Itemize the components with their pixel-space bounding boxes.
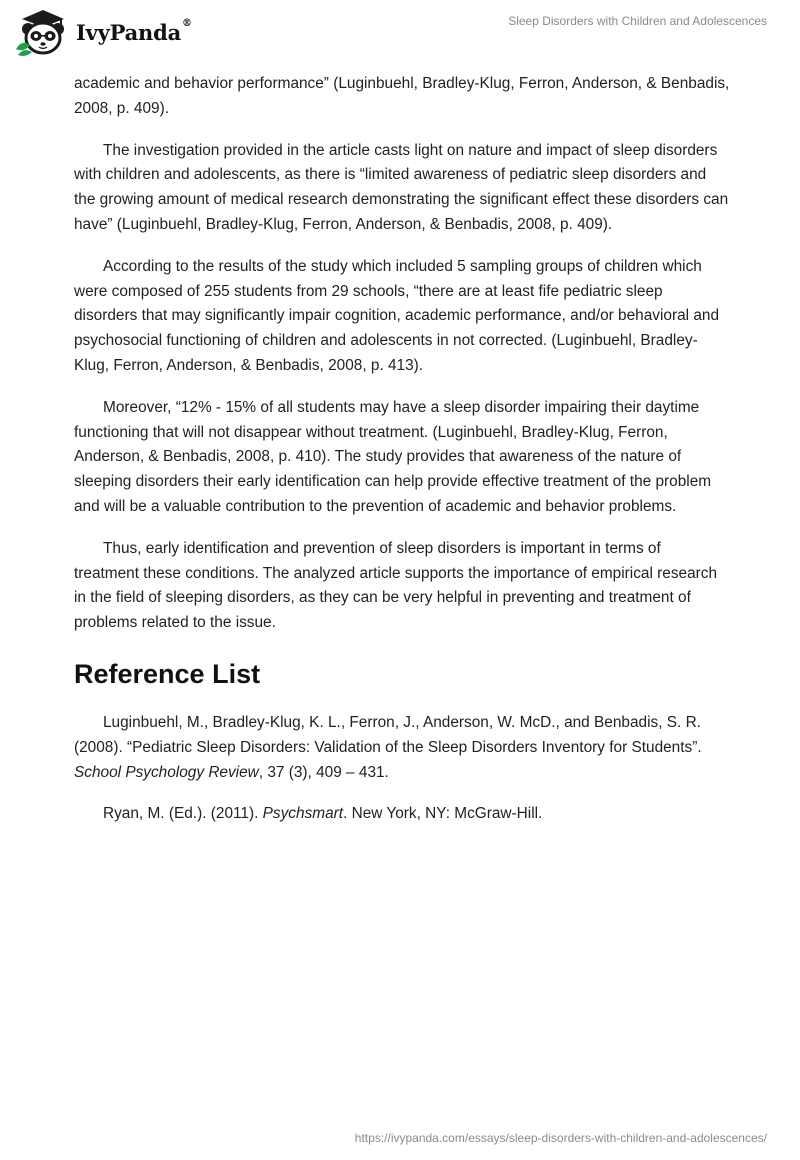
reference-list-heading: Reference List xyxy=(74,658,261,689)
reference-item: Luginbuehl, M., Bradley-Klug, K. L., Ferron, J., Anderson, W. McD., and Benbadis, S. R. (2008). “Pediatric Sleep Disorders: Validation of the Sleep Disorders Inventory for Students”. School Psychology Review, 37 (3), 409 – 431. xyxy=(74,713,702,781)
page-header xyxy=(0,0,800,70)
paragraph: According to the results of the study which included 5 sampling groups of children which were composed of 255 students from 29 schools, “there are at least fife pediatric sleep disorders that may significantly impair cognition, academic performance, and/or behavioral and psychosocial functioning of children and adolescents in not corrected. (Luginbuehl, Bradley-Klug, Ferron, Anderson, & Benbadis, 2008, p. 413). xyxy=(74,257,720,374)
ivypanda-logo[interactable] xyxy=(14,6,214,58)
paragraph: Moreover, “12% - 15% of all students may have a sleep disorder impairing their daytime functioning that will not disappear without treatment. (Luginbuehl, Bradley-Klug, Ferron, Anderson, & Benbadis, 2008, p. 410). The study provides that awareness of the nature of sleeping disorders their early identification can help provide effective treatment of the problem and will be a valuable contribution to the prevention of academic and behavior problems. xyxy=(74,398,712,515)
panda-graduate-logo-icon xyxy=(14,7,72,57)
paragraph: Thus, early identification and prevention of sleep disorders is important in terms of treatment these conditions. The analyzed article supports the importance of empirical research in the field of sleeping disorders, as they can be very helpful in preventing and treatment of problems related to the issue. xyxy=(74,539,718,632)
essay-content xyxy=(74,72,730,844)
paragraph: The investigation provided in the article casts light on nature and impact of sleep disorders with children and adolescents, as there is “limited awareness of pediatric sleep disorders and the growing amount of medical research demonstrating the significant effect these disorders can have” (Luginbuehl, Bradley-Klug, Ferron, Anderson, & Benbadis, 2008, p. 409). xyxy=(74,141,729,233)
journal-title: School Psychology Review xyxy=(74,763,259,781)
registered-mark: ® xyxy=(182,17,192,29)
book-title: Psychsmart xyxy=(262,805,344,823)
paragraph-continued: academic and behavior performance” (Luginbuehl, Bradley-Klug, Ferron, Anderson, & Benbadis, 2008, p. 409). xyxy=(74,75,730,117)
document-title: Sleep Disorders with Children and Adolescences xyxy=(508,14,767,28)
reference-item: Ryan, M. (Ed.). (2011). Psychsmart. New York, NY: McGraw-Hill. xyxy=(103,805,543,823)
source-url[interactable]: https://ivypanda.com/essays/sleep-disorders-with-children-and-adolescences/ xyxy=(354,1131,767,1145)
brand-name: IvyPanda® xyxy=(76,17,192,45)
